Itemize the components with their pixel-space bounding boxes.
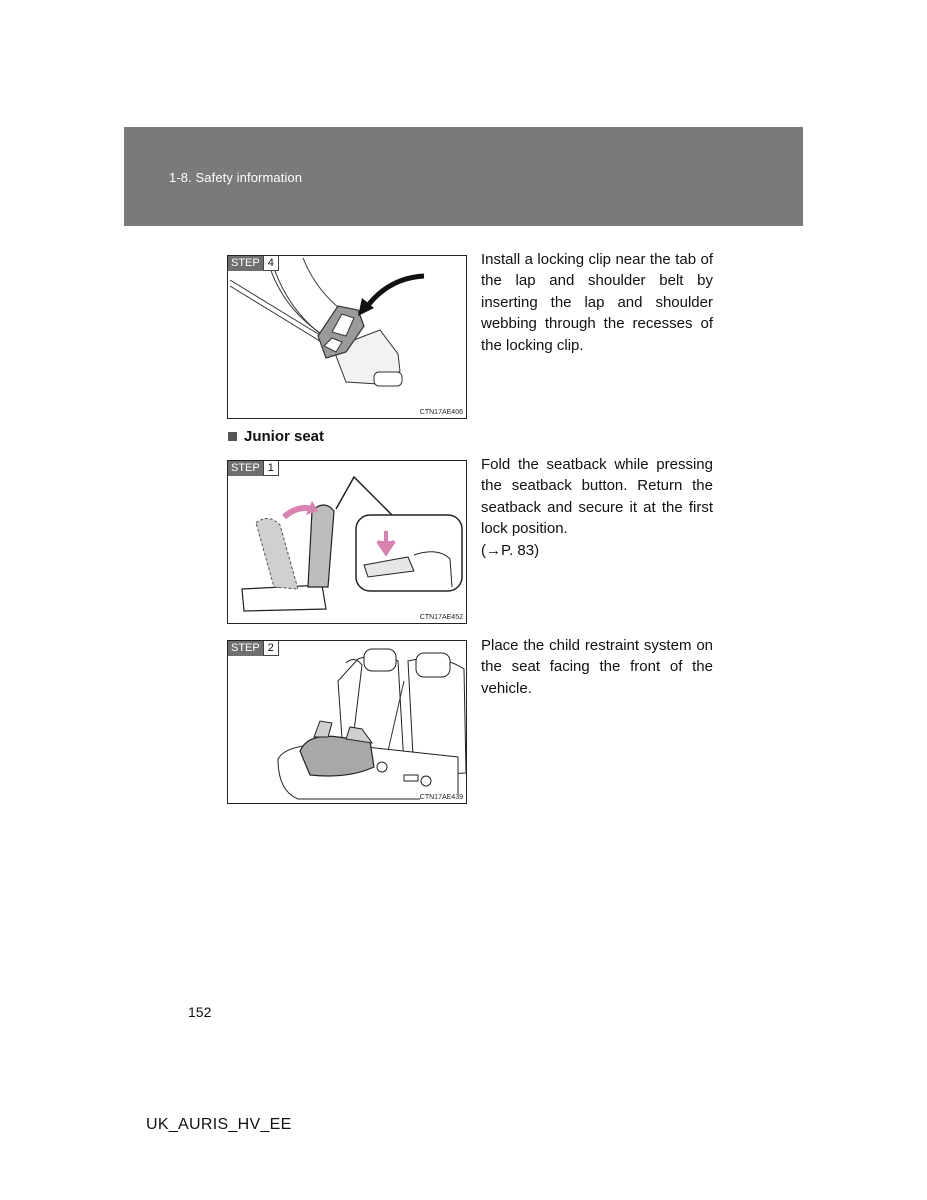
figure-place-junior-seat bbox=[227, 640, 467, 804]
header-bar bbox=[124, 127, 803, 226]
square-bullet-icon bbox=[228, 432, 237, 441]
step-tag bbox=[228, 641, 279, 656]
step-tag bbox=[228, 256, 279, 271]
junior-seat-title: Junior seat bbox=[244, 428, 325, 445]
figure-locking-clip bbox=[227, 255, 467, 419]
junior-seat-heading bbox=[228, 428, 324, 445]
step-label: STEP bbox=[228, 641, 263, 656]
page-number: 152 bbox=[188, 1004, 212, 1020]
step-number: 4 bbox=[263, 256, 279, 271]
step-1-instruction: Fold the seatback while pressing the seatback button. Return the seatback and secure it at the first lock position. bbox=[481, 456, 713, 538]
step-label: STEP bbox=[228, 461, 263, 476]
figure-code: CTN17AE439 bbox=[419, 794, 463, 801]
junior-seat-illustration bbox=[228, 641, 467, 804]
locking-clip-illustration bbox=[228, 256, 467, 419]
step-4-text: Install a locking clip near the tab of the lap and shoulder belt by inserting the lap and shoulder webbing through the recesses of the locking clip. bbox=[481, 251, 713, 354]
step-1-text bbox=[481, 454, 713, 561]
step-label: STEP bbox=[228, 256, 263, 271]
step-tag bbox=[228, 461, 279, 476]
page-reference-link[interactable]: (→P. 83) bbox=[481, 541, 540, 559]
step-number: 2 bbox=[263, 641, 279, 656]
figure-code: CTN17AE452 bbox=[419, 614, 463, 621]
step-2-text: Place the child restraint system on the seat facing the front of the vehicle. bbox=[481, 637, 713, 697]
step-number: 1 bbox=[263, 461, 279, 476]
document-code: UK_AURIS_HV_EE bbox=[146, 1116, 292, 1133]
fold-seatback-illustration bbox=[228, 461, 467, 624]
section-title: 1-8. Safety information bbox=[169, 170, 303, 185]
figure-fold-seatback bbox=[227, 460, 467, 624]
figure-code: CTN17AE406 bbox=[419, 409, 463, 416]
